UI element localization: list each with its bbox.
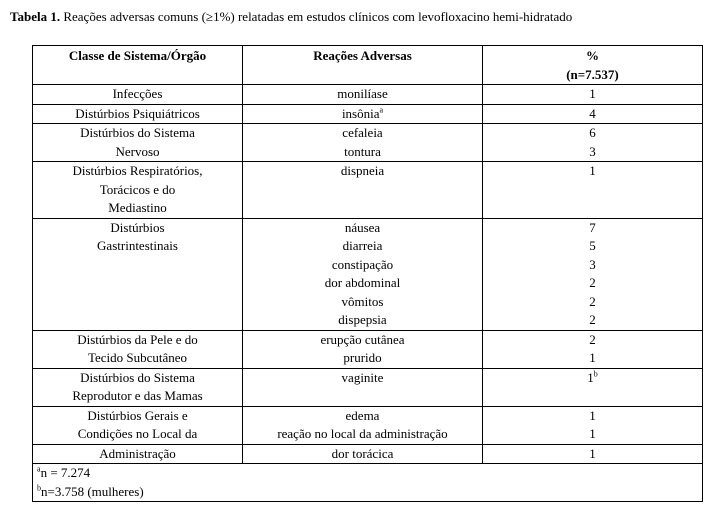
table-row (33, 162, 703, 219)
percent-cell (483, 124, 703, 162)
adverse-reaction-cell-line: vaginite (341, 369, 384, 385)
footnotes-cell (33, 464, 703, 502)
system-organ-class-cell-line: Condições no Local da (77, 426, 198, 441)
adverse-reaction-cell-line: cefaleia (342, 125, 383, 140)
adverse-reactions-table (32, 45, 703, 502)
percent-cell-line: 2 (589, 293, 596, 309)
percent-cell (483, 444, 703, 464)
system-organ-class-cell (33, 162, 243, 219)
header-reactions: Reações Adversas (243, 46, 483, 85)
percent-cell-line: 7 (589, 219, 596, 235)
footnote-row (33, 464, 703, 502)
percent-cell-line: 1 (589, 86, 596, 101)
table-caption (10, 9, 572, 25)
table-row (33, 124, 703, 162)
header-percent (483, 46, 703, 85)
system-organ-class-cell (33, 406, 243, 444)
percent-cell-line: 3 (589, 143, 596, 159)
adverse-reaction-cell-line: náusea (344, 219, 381, 235)
system-organ-class-cell (33, 368, 243, 406)
percent-cell (483, 368, 703, 406)
percent-cell-line: 2 (589, 312, 596, 327)
system-organ-class-cell (33, 85, 243, 105)
percent-cell (483, 104, 703, 124)
table-row (33, 368, 703, 406)
table-row (33, 330, 703, 368)
adverse-reaction-cell (243, 406, 483, 444)
system-organ-class-cell-line: Administração (99, 445, 176, 461)
system-organ-class-cell (33, 330, 243, 368)
percent-cell-line: 3 (589, 256, 596, 272)
adverse-reaction-cell (243, 124, 483, 162)
system-organ-class-cell (33, 444, 243, 464)
percent-cell-line: 1 (589, 350, 596, 365)
adverse-reaction-cell (243, 218, 483, 330)
percent-cell-line: 1 (589, 407, 596, 423)
percent-cell (483, 330, 703, 368)
footnote-marker: b (37, 483, 41, 493)
table-row (33, 85, 703, 105)
percent-cell (483, 218, 703, 330)
adverse-reaction-cell-line: monilíase (337, 86, 388, 101)
system-organ-class-cell-line: Distúrbios da Pele e do (77, 331, 198, 347)
percent-cell (483, 406, 703, 444)
system-organ-class-cell-line: Tecido Subcutâneo (87, 350, 188, 365)
system-organ-class-cell (33, 124, 243, 162)
adverse-reaction-cell-line: erupção cutânea (320, 331, 405, 347)
table-row (33, 218, 703, 330)
system-organ-class-cell-line: Reprodutor e das Mamas (72, 388, 203, 403)
adverse-reaction-cell-line: diarreia (342, 238, 383, 253)
adverse-reaction-cell (243, 444, 483, 464)
adverse-reaction-cell-line: insônia$^a$ (341, 105, 384, 121)
percent-cell-line: 1$^b$ (587, 369, 598, 385)
header-class: Classe de Sistema/Órgão (33, 46, 243, 85)
adverse-reaction-cell-line: dor torácica (331, 445, 394, 461)
system-organ-class-cell-line: Gastrintestinais (97, 238, 178, 253)
adverse-reaction-cell-line: edema (345, 407, 380, 423)
adverse-reaction-cell-line: prurido (343, 350, 382, 365)
system-organ-class-cell-line: Nervoso (115, 143, 160, 159)
percent-cell (483, 85, 703, 105)
footnote-marker: a (37, 464, 41, 474)
adverse-reaction-cell-line: constipação (331, 256, 394, 272)
percent-cell-line: 1 (589, 163, 596, 178)
system-organ-class-cell-line: Torácicos e do (99, 181, 176, 197)
table-row (33, 406, 703, 444)
system-organ-class-cell-line: Distúrbios do Sistema (80, 125, 195, 140)
system-organ-class-cell-line: Infecções (112, 86, 163, 101)
footnote-text: n = 7.274 (40, 465, 91, 480)
system-organ-class-cell-line: Distúrbios Gerais e (87, 407, 188, 423)
adverse-reaction-cell-line: vômitos (341, 293, 384, 309)
percent-cell-line: 4 (589, 105, 596, 121)
adverse-reaction-cell (243, 104, 483, 124)
footnote-marker: a (379, 105, 384, 115)
system-organ-class-cell-line: Distúrbios Respiratórios, (72, 163, 203, 178)
percent-cell-line: 1 (589, 445, 596, 461)
footnote (37, 464, 700, 483)
system-organ-class-cell (33, 104, 243, 124)
percent-cell-line: 6 (589, 125, 596, 140)
adverse-reaction-cell-line: dispneia (340, 163, 385, 178)
footnote-marker: b (593, 369, 598, 379)
adverse-reaction-cell-line: tontura (344, 143, 381, 159)
percent-cell-line: 2 (589, 275, 596, 290)
adverse-reaction-cell (243, 85, 483, 105)
footnote-text: n=3.758 (mulheres) (41, 483, 144, 499)
adverse-reaction-cell-line: dor abdominal (324, 275, 401, 290)
system-organ-class-cell-line: Distúrbios (110, 219, 165, 235)
system-organ-class-cell (33, 218, 243, 330)
header-row (33, 46, 703, 85)
caption-label: Tabela 1. (10, 9, 61, 24)
adverse-reaction-cell-line: reação no local da administração (277, 426, 448, 441)
caption-text: Reações adversas comuns (≥1%) relatadas em estudos clínicos com levofloxacino hemi-hidratado (60, 9, 573, 24)
percent-cell (483, 162, 703, 219)
footnote (37, 483, 700, 502)
system-organ-class-cell-line: Distúrbios Psiquiátricos (75, 105, 200, 121)
header-percent-n: (n=7.537) (566, 66, 619, 82)
header-percent-symbol: % (586, 48, 599, 63)
adverse-reaction-cell (243, 162, 483, 219)
adverse-reaction-cell (243, 330, 483, 368)
adverse-reaction-cell (243, 368, 483, 406)
percent-cell-line: 2 (589, 331, 596, 347)
table-row (33, 444, 703, 464)
table-row (33, 104, 703, 124)
system-organ-class-cell-line: Distúrbios do Sistema (80, 369, 195, 385)
percent-cell-line: 5 (589, 238, 596, 253)
system-organ-class-cell-line: Mediastino (108, 200, 167, 215)
adverse-reaction-cell-line: dispepsia (338, 312, 387, 327)
percent-cell-line: 1 (589, 426, 596, 441)
